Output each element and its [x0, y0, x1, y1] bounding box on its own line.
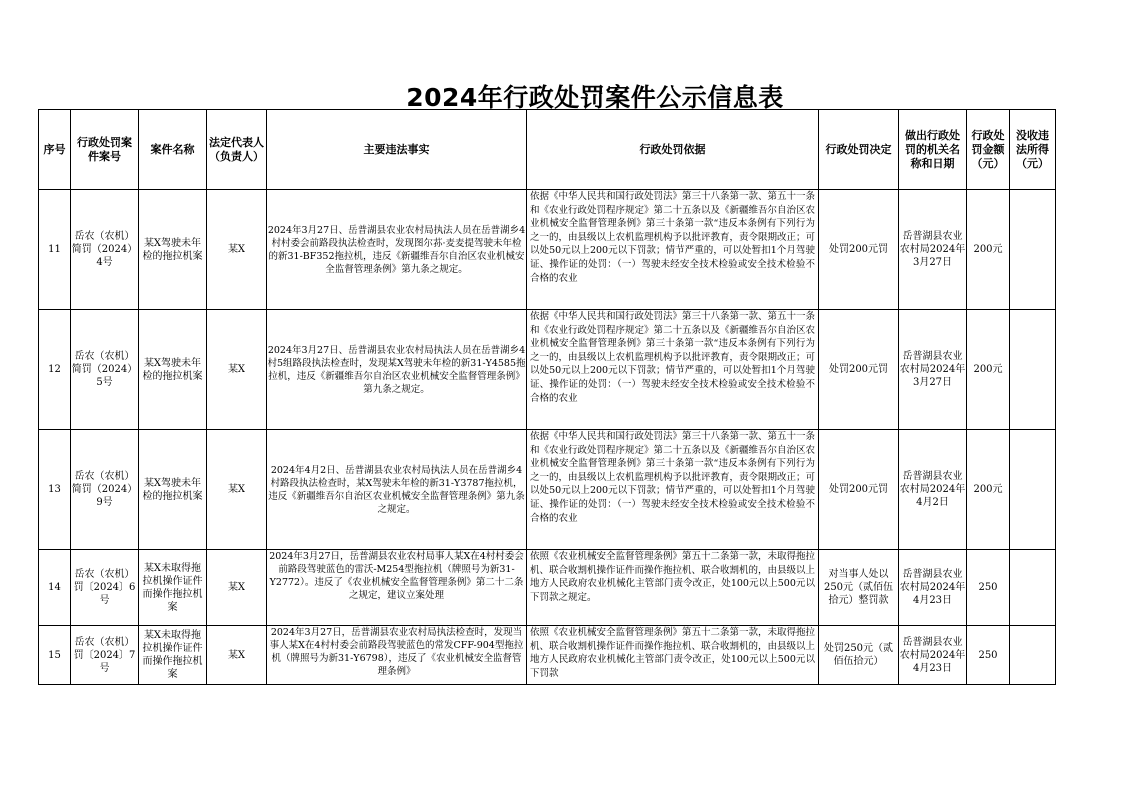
cell-confiscation — [1010, 626, 1056, 685]
table-row — [39, 190, 1056, 310]
basis-text: 依照《农业机械安全监督管理条例》第五十二条第一款，未取得拖拉机、联合收割机操作证件而操作拖拉机、联合收割机的，由县级以上地方人民政府农业机械化主管部门责令改正，处100元以上500元以下罚款之规定。 — [530, 551, 816, 603]
cell-basis — [527, 310, 819, 430]
cell-authority: 岳普湖县农业农村局2024年3月27日 — [899, 190, 967, 310]
cell-seq: 15 — [39, 626, 71, 685]
cell-authority: 岳普湖县农业农村局2024年4月2日 — [899, 430, 967, 550]
cell-facts: 2024年4月2日、岳普湖县农业农村局执法人员在岳普湖乡4村路段执法检查时，某X驾驶未年检的新31-Y3787拖拉机，违反《新疆维吾尔自治区农业机械安全监督管理条例》第九条之规定。 — [267, 430, 527, 550]
header-basis: 行政处罚依据 — [527, 110, 819, 190]
header-case-no: 行政处罚案件案号 — [71, 110, 139, 190]
cell-case-no: 岳农（农机）简罚（2024）5号 — [71, 310, 139, 430]
cell-case-name: 某X未取得拖拉机操作证件而操作拖拉机案 — [139, 550, 207, 626]
header-fine: 行政处罚金额（元） — [967, 110, 1010, 190]
table-row — [39, 550, 1056, 626]
header-case-name: 案件名称 — [139, 110, 207, 190]
cell-authority: 岳普湖县农业农村局2024年3月27日 — [899, 310, 967, 430]
cell-facts — [267, 626, 527, 685]
cell-confiscation — [1010, 190, 1056, 310]
cell-case-no: 岳农（农机）罚〔2024〕7号 — [71, 626, 139, 685]
cell-basis — [527, 190, 819, 310]
header-row — [39, 110, 1056, 190]
cell-basis — [527, 626, 819, 685]
cell-decision: 处罚250元（贰佰伍拾元） — [819, 626, 899, 685]
cell-authority: 岳普湖县农业农村局2024年4月23日 — [899, 626, 967, 685]
cell-case-name: 某X驾驶未年检的拖拉机案 — [139, 310, 207, 430]
header-authority: 做出行政处罚的机关名称和日期 — [899, 110, 967, 190]
header-confiscation: 没收违法所得（元） — [1010, 110, 1056, 190]
cell-facts: 2024年3月27日、岳普湖县农业农村局执法人员在岳普湖乡4村村委会前路段执法检查时，发现图尔荪·麦麦提驾驶未年检的新31-BF352拖拉机，违反《新疆维吾尔自治区农业机械安全监督管理条例》第九条之规定。 — [267, 190, 527, 310]
facts-text: 2024年3月27日，岳普湖县农业农村局事人某X在4村村委会前路段驾驶蓝色的雷沃-M254型拖拉机（牌照号为新31-Y2772）。违反了《农业机械安全监督管理条例》第二十二条之规定，建议立案处理 — [269, 551, 524, 601]
header-facts: 主要违法事实 — [267, 110, 527, 190]
basis-text: 依据《中华人民共和国行政处罚法》第三十八条第一款、第五十一条和《农业行政处罚程序规定》第二十五条以及《新疆维吾尔自治区农业机械安全监督管理条例》第三十条第一款“违反本条例有下列行为之一的，由县级以上农机监理机构予以批评教育，责令限期改正；可以处50元以上200元以下罚款；情节严重的，可以处暂扣1个月驾驶证、操作证的处罚：（一）驾驶未经安全技术检验或安全技术检验不合格的农业 — [530, 311, 816, 404]
cell-case-name: 某X未取得拖拉机操作证件而操作拖拉机案 — [139, 626, 207, 685]
facts-text: 2024年3月27日，岳普湖县农业农村局执法检查时，发现当事人某X在4村村委会前路段驾驶蓝色的常发CFF-904型拖拉机（牌照号为新31-Y6798），违反了《农业机械安全监督管理条例》 — [269, 627, 524, 677]
cell-decision: 处罚200元罚 — [819, 430, 899, 550]
cell-case-no: 岳农（农机）罚〔2024〕6号 — [71, 550, 139, 626]
basis-text: 依据《中华人民共和国行政处罚法》第三十八条第一款、第五十一条和《农业行政处罚程序规定》第二十五条以及《新疆维吾尔自治区农业机械安全监督管理条例》第三十条第一款“违反本条例有下列行为之一的，由县级以上农机监理机构予以批评教育，责令限期改正；可以处50元以上200元以下罚款；情节严重的，可以处暂扣1个月驾驶证、操作证的处罚：（一）驾驶未经安全技术检验或安全技术检验不合格的农业 — [530, 191, 816, 284]
document-title: 2024年行政处罚案件公示信息表 — [406, 83, 784, 112]
cell-case-no: 岳农（农机）简罚（2024）4号 — [71, 190, 139, 310]
cell-decision: 处罚200元罚 — [819, 310, 899, 430]
cell-seq: 14 — [39, 550, 71, 626]
basis-text: 依照《农业机械安全监督管理条例》第五十二条第一款，未取得拖拉机、联合收割机操作证件而操作拖拉机、联合收割机的，由县级以上地方人民政府农业机械化主管部门责令改正，处100元以上500元以下罚款 — [530, 627, 816, 679]
header-legal-rep: 法定代表人（负责人） — [207, 110, 267, 190]
cell-case-name: 某X驾驶未年检的拖拉机案 — [139, 190, 207, 310]
cell-confiscation — [1010, 550, 1056, 626]
cell-decision: 对当事人处以250元（贰佰伍拾元）整罚款 — [819, 550, 899, 626]
cell-confiscation — [1010, 430, 1056, 550]
cell-legal-rep: 某X — [207, 626, 267, 685]
penalty-table — [38, 109, 1056, 685]
cell-legal-rep: 某X — [207, 310, 267, 430]
cell-fine: 250 — [967, 626, 1010, 685]
cell-legal-rep: 某X — [207, 190, 267, 310]
table-row — [39, 430, 1056, 550]
cell-case-no: 岳农（农机）简罚（2024）9号 — [71, 430, 139, 550]
cell-seq: 11 — [39, 190, 71, 310]
cell-fine: 250 — [967, 550, 1010, 626]
cell-legal-rep: 某X — [207, 430, 267, 550]
cell-legal-rep: 某X — [207, 550, 267, 626]
cell-fine: 200元 — [967, 430, 1010, 550]
cell-fine: 200元 — [967, 310, 1010, 430]
header-decision: 行政处罚决定 — [819, 110, 899, 190]
cell-authority: 岳普湖县农业农村局2024年4月23日 — [899, 550, 967, 626]
cell-fine: 200元 — [967, 190, 1010, 310]
cell-facts: 2024年3月27日、岳普湖县农业农村局执法人员在岳普湖乡4村5组路段执法检查时，发现某X驾驶未年检的新31-Y4585拖拉机，违反《新疆维吾尔自治区农业机械安全监督管理条例》第九条之规定。 — [267, 310, 527, 430]
cell-decision: 处罚200元罚 — [819, 190, 899, 310]
cell-facts — [267, 550, 527, 626]
cell-case-name: 某X驾驶未年检的拖拉机案 — [139, 430, 207, 550]
cell-basis — [527, 430, 819, 550]
cell-basis — [527, 550, 819, 626]
table-row — [39, 626, 1056, 685]
header-seq: 序号 — [39, 110, 71, 190]
table-row — [39, 310, 1056, 430]
basis-text: 依据《中华人民共和国行政处罚法》第三十八条第一款、第五十一条和《农业行政处罚程序规定》第二十五条以及《新疆维吾尔自治区农业机械安全监督管理条例》第三十条第一款“违反本条例有下列行为之一的，由县级以上农机监理机构予以批评教育，责令限期改正；可以处50元以上200元以下罚款；情节严重的，可以处暂扣1个月驾驶证、操作证的处罚：（一）驾驶未经安全技术检验或安全技术检验不合格的农业 — [530, 431, 816, 524]
cell-seq: 13 — [39, 430, 71, 550]
cell-seq: 12 — [39, 310, 71, 430]
cell-confiscation — [1010, 310, 1056, 430]
